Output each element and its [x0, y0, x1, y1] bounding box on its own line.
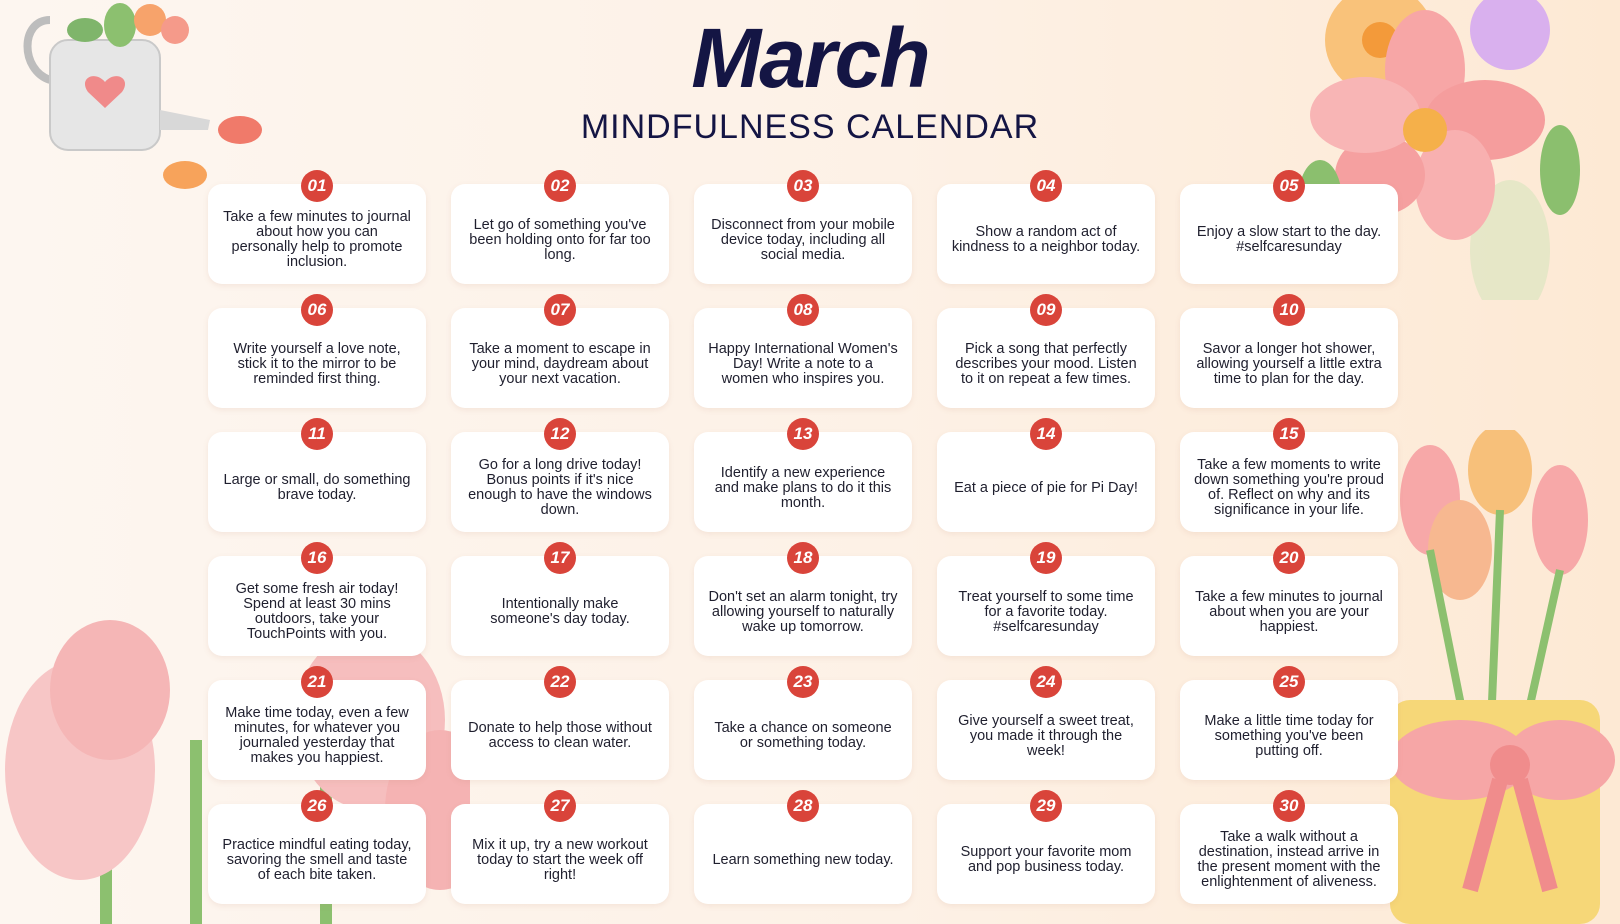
day-prompt: Go for a long drive today! Bonus points if it's nice enough to have the windows down.: [468, 457, 652, 518]
day-number-badge: 22: [544, 666, 576, 698]
day-card: [1180, 300, 1398, 408]
day-prompt: Savor a longer hot shower, allowing yourself a little extra time to plan for the day.: [1196, 340, 1382, 387]
calendar-grid: [208, 176, 1398, 904]
page-title: March: [691, 11, 929, 105]
day-card: [451, 796, 669, 904]
day-number-badge: 17: [544, 542, 576, 574]
day-prompt: Make time today, even a few minutes, for whatever you journaled yesterday that makes you happiest.: [225, 705, 409, 766]
day-number-badge: 09: [1030, 294, 1062, 326]
day-card: [694, 176, 912, 284]
day-card: [1180, 672, 1398, 780]
day-prompt: Make a little time today for something you've been putting off.: [1204, 712, 1374, 759]
day-prompt: Support your favorite mom and pop business today.: [960, 844, 1132, 875]
day-number-badge: 04: [1030, 170, 1062, 202]
day-card: [451, 672, 669, 780]
day-number-badge: 06: [301, 294, 333, 326]
day-number-badge: 20: [1273, 542, 1305, 574]
day-prompt: Write yourself a love note, stick it to the mirror to be reminded first thing.: [233, 340, 401, 387]
day-number-badge: 01: [301, 170, 333, 202]
day-number-badge: 23: [787, 666, 819, 698]
day-card: [937, 300, 1155, 408]
day-prompt: Show a random act of kindness to a neighbor today.: [951, 224, 1141, 255]
day-number-badge: 29: [1030, 790, 1062, 822]
day-card: [1180, 176, 1398, 284]
day-card: [208, 796, 426, 904]
day-prompt: Eat a piece of pie for Pi Day!: [954, 479, 1138, 496]
day-prompt: Learn something new today.: [712, 851, 894, 868]
day-number-badge: 13: [787, 418, 819, 450]
day-prompt: Treat yourself to some time for a favorite today. #selfcaresunday: [958, 588, 1134, 635]
tulip-bouquet-with-bow: [1370, 430, 1620, 924]
day-prompt: Practice mindful eating today, savoring the smell and taste of each bite taken.: [222, 836, 412, 883]
day-card: [937, 796, 1155, 904]
day-prompt: Intentionally make someone's day today.: [490, 596, 630, 627]
day-card: [1180, 548, 1398, 656]
day-prompt: Large or small, do something brave today.: [223, 472, 411, 503]
day-number-badge: 08: [787, 294, 819, 326]
day-number-badge: 02: [544, 170, 576, 202]
day-number-badge: 11: [301, 418, 333, 450]
day-card: [451, 548, 669, 656]
day-card: [208, 176, 426, 284]
day-prompt: Happy International Women's Day! Write a note to a women who inspires you.: [708, 340, 898, 387]
day-card: [208, 548, 426, 656]
day-prompt: Give yourself a sweet treat, you made it through the week!: [958, 712, 1134, 759]
day-prompt: Let go of something you've been holding onto for far too long.: [469, 216, 651, 263]
day-prompt: Take a few minutes to journal about when you are your happiest.: [1195, 588, 1383, 635]
day-card: [208, 424, 426, 532]
day-number-badge: 16: [301, 542, 333, 574]
day-card: [451, 176, 669, 284]
day-number-badge: 21: [301, 666, 333, 698]
page-subtitle: MINDFULNESS CALENDAR: [580, 108, 1040, 146]
day-card: [937, 176, 1155, 284]
day-prompt: Enjoy a slow start to the day. #selfcaresunday: [1196, 224, 1382, 255]
day-number-badge: 15: [1273, 418, 1305, 450]
day-card: [694, 672, 912, 780]
day-card: [937, 672, 1155, 780]
day-card: [451, 300, 669, 408]
day-prompt: Take a few minutes to journal about how you can personally help to promote inclusion.: [223, 209, 411, 270]
day-prompt: Take a moment to escape in your mind, daydream about your next vacation.: [469, 340, 651, 387]
day-card: [694, 796, 912, 904]
day-number-badge: 03: [787, 170, 819, 202]
day-number-badge: 10: [1273, 294, 1305, 326]
day-number-badge: 07: [544, 294, 576, 326]
day-card: [937, 548, 1155, 656]
day-number-badge: 26: [301, 790, 333, 822]
day-number-badge: 27: [544, 790, 576, 822]
day-prompt: Take a walk without a destination, instead arrive in the present moment with the enlightenment of aliveness.: [1197, 829, 1381, 890]
day-prompt: Identify a new experience and make plans to do it this month.: [714, 464, 892, 511]
day-number-badge: 12: [544, 418, 576, 450]
day-prompt: Mix it up, try a new workout today to start the week off right!: [472, 836, 648, 883]
day-card: [451, 424, 669, 532]
day-prompt: Disconnect from your mobile device today, including all social media.: [711, 216, 895, 263]
day-number-badge: 25: [1273, 666, 1305, 698]
day-prompt: Take a chance on someone or something today.: [714, 720, 892, 751]
day-number-badge: 14: [1030, 418, 1062, 450]
day-card: [694, 424, 912, 532]
day-prompt: Don't set an alarm tonight, try allowing yourself to naturally wake up tomorrow.: [708, 588, 898, 635]
day-card: [208, 672, 426, 780]
day-card: [1180, 424, 1398, 532]
day-card: [694, 300, 912, 408]
day-number-badge: 30: [1273, 790, 1305, 822]
day-prompt: Get some fresh air today! Spend at least 30 mins outdoors, take your TouchPoints with you.: [235, 581, 399, 642]
day-number-badge: 24: [1030, 666, 1062, 698]
day-card: [1180, 796, 1398, 904]
day-card: [937, 424, 1155, 532]
day-prompt: Donate to help those without access to clean water.: [468, 720, 652, 751]
day-number-badge: 18: [787, 542, 819, 574]
day-number-badge: 05: [1273, 170, 1305, 202]
day-prompt: Take a few moments to write down something you're proud of. Reflect on why and its significance in your life.: [1194, 457, 1384, 518]
day-prompt: Pick a song that perfectly describes your mood. Listen to it on repeat a few times.: [955, 340, 1137, 387]
day-card: [694, 548, 912, 656]
day-number-badge: 19: [1030, 542, 1062, 574]
day-number-badge: 28: [787, 790, 819, 822]
day-card: [208, 300, 426, 408]
